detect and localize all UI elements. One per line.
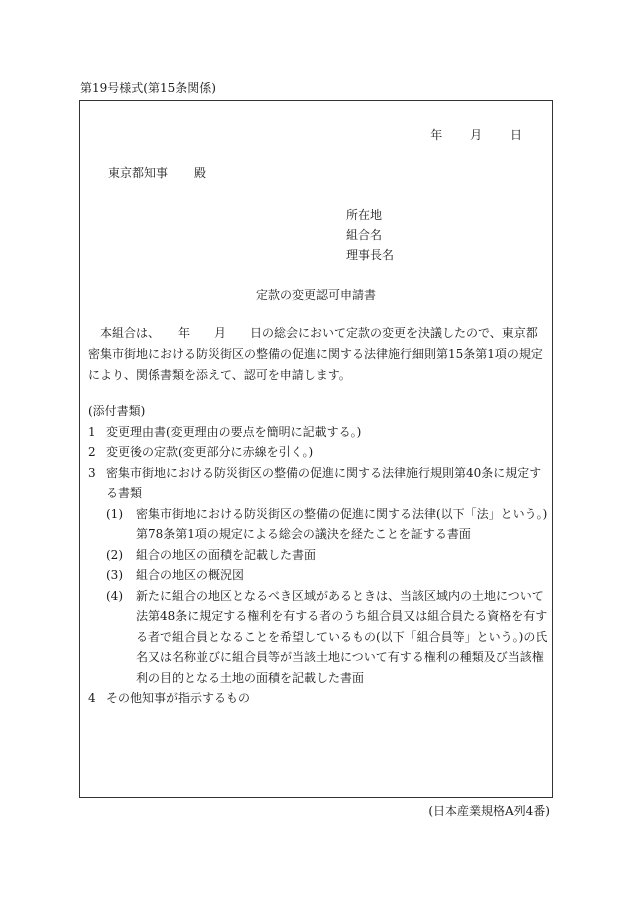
attachment-item	[88, 463, 548, 504]
attachments-heading-text: (添付書類)	[88, 404, 146, 418]
form-number: 第19号様式(第15条関係)	[80, 81, 216, 95]
attachment-subitem	[88, 545, 548, 566]
addressee	[108, 163, 206, 183]
attachment-item	[88, 422, 548, 443]
application-form-frame	[79, 100, 553, 798]
date-line	[406, 125, 522, 145]
attachments-heading	[88, 401, 548, 422]
item-number: 2	[88, 445, 96, 459]
paper-size-note: (日本産業規格A列4番)	[428, 804, 550, 818]
subitem-number: (3)	[106, 568, 123, 582]
item-text: 密集市街地における防災街区の整備の促進に関する法律施行規則第40条に規定する書類	[106, 465, 542, 500]
date-day: 日	[509, 128, 522, 142]
union-name-label: 組合名	[346, 228, 383, 242]
item-text: 変更理由書(変更理由の要点を簡明に記載する。)	[106, 424, 362, 439]
attachment-subitem	[88, 586, 548, 689]
attachment-item	[88, 442, 548, 463]
date-month: 月	[470, 128, 483, 142]
chairman-label: 理事長名	[346, 248, 395, 262]
address-label: 所在地	[346, 208, 383, 222]
subitem-text: 組合の地区の面積を記載した書面	[136, 547, 317, 562]
attachment-item	[88, 688, 548, 709]
item-text: 変更後の定款(変更部分に赤線を引く。)	[106, 445, 314, 459]
document-title: 定款の変更認可申請書	[255, 288, 376, 302]
body-text: 本組合は、 年 月 日の総会において定款の変更を決議したので、東京都密集市街地における防災街区の整備の促進に関する法律施行細則第15条第1項の規定により、関係書類を添えて、認可を申請します。	[88, 326, 543, 382]
item-number: 3	[88, 465, 96, 480]
subitem-text: 密集市街地における防災街区の整備の促進に関する法律(以下「法」という。)第78条第1項の規定による総会の議決を経たことを証する書面	[136, 506, 548, 541]
subitem-number: (4)	[106, 588, 123, 603]
item-number: 1	[88, 424, 96, 439]
subitem-text: 組合の地区の概況図	[136, 568, 245, 582]
item-number: 4	[88, 691, 96, 705]
attachments-list	[88, 401, 548, 709]
subitem-number: (1)	[106, 506, 123, 521]
item-text: その他知事が指示するもの	[106, 691, 251, 705]
applicant-block	[346, 205, 394, 265]
subitem-number: (2)	[106, 547, 123, 562]
addressee-honorific: 殿	[194, 166, 207, 180]
attachment-subitem	[88, 565, 548, 586]
addressee-name: 東京都知事	[108, 166, 169, 180]
body-paragraph	[88, 323, 546, 386]
subitem-text: 新たに組合の地区となるべき区域があるときは、当該区域内の土地について法第48条に規定する権利を有する者のうち組合員又は組合員たる資格を有する者で組合員となることを希望しているもの(以下「組合員等」という。)の氏名又は名称並びに組合員等が当該土地について有する権利の種類及び当該権利の目的となる土地の面積を記載した書面	[136, 588, 548, 685]
attachment-subitem	[88, 504, 548, 545]
date-year: 年	[430, 128, 443, 142]
